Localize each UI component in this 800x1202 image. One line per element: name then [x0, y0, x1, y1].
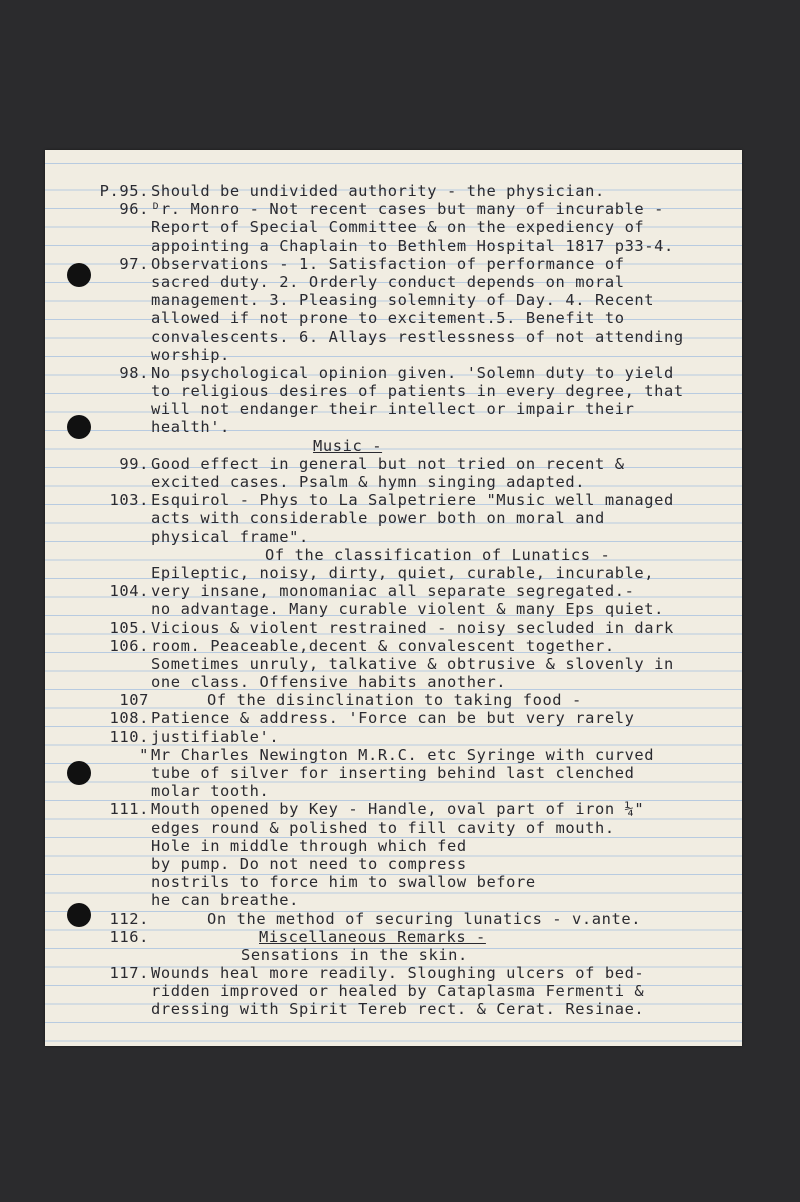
text-line [45, 400, 742, 418]
heading-line [45, 546, 742, 564]
line-text: Mr Charles Newington M.R.C. etc Syringe with curved [151, 745, 655, 764]
line-text: physical frame". [151, 527, 309, 546]
line-text: Epileptic, noisy, dirty, quiet, curable, incurable, [151, 563, 655, 582]
text-line [45, 619, 742, 637]
text-line [45, 873, 742, 891]
line-text: No psychological opinion given. 'Solemn duty to yield [151, 363, 674, 382]
line-text: Should be undivided authority - the physician. [151, 182, 605, 200]
line-text: no advantage. Many curable violent & many Eps quiet. [151, 600, 665, 619]
line-number: 99. [119, 454, 149, 473]
heading-miscellaneous: Miscellaneous Remarks - [259, 927, 486, 946]
line-text: dressing with Spirit Tereb rect. & Cerat. Resinae. [151, 1000, 645, 1019]
heading-line [45, 691, 742, 709]
text-line [45, 819, 742, 837]
line-text: sacred duty. 2. Orderly conduct depends on moral [151, 272, 625, 291]
line-number: 105. [109, 618, 149, 637]
text-line [45, 673, 742, 691]
line-number: 117. [109, 964, 149, 983]
line-number: 112. [109, 909, 149, 928]
line-text: acts with considerable power both on moral and [151, 509, 605, 528]
typed-page [45, 150, 742, 1046]
line-number: 98. [119, 363, 149, 382]
line-text: nostrils to force him to swallow before [151, 873, 536, 892]
heading-classification: Of the classification of Lunatics - [265, 545, 611, 564]
line-text: very insane, monomaniac all separate segregated.- [151, 582, 635, 601]
text-line [45, 273, 742, 291]
line-text: Mouth opened by Key - Handle, oval part of iron ¼" [151, 800, 645, 819]
line-text: Observations - 1. Satisfaction of performance of [151, 254, 625, 273]
text-line [45, 564, 742, 582]
line-text: he can breathe. [151, 891, 299, 910]
line-text: excited cases. Psalm & hymn singing adapted. [151, 473, 586, 491]
line-text: ridden improved or healed by Cataplasma Fermenti & [151, 982, 645, 1001]
line-text: by pump. Do not need to compress [151, 854, 467, 873]
line-number: 104. [109, 582, 149, 601]
line-text: one class. Offensive habits another. [151, 673, 507, 692]
line-text: convalescents. 6. Allays restlessness of not attending [151, 327, 684, 346]
text-line [45, 1000, 742, 1018]
line-text: Good effect in general but not tried on recent & [151, 454, 625, 473]
line-text: worship. [151, 345, 230, 364]
line-text: management. 3. Pleasing solemnity of Day. 4. Recent [151, 291, 655, 310]
heading-line [45, 437, 742, 455]
line-text: molar tooth. [151, 782, 270, 801]
heading-sensations: Sensations in the skin. [241, 945, 468, 964]
line-number: 103. [109, 491, 149, 510]
text-line [45, 582, 742, 600]
text-line [45, 837, 742, 855]
text-line [45, 491, 742, 509]
line-number: 106. [109, 636, 149, 655]
text-line [45, 218, 742, 236]
line-number: 111. [109, 800, 149, 819]
line-text: Esquirol - Phys to La Salpetriere "Music well managed [151, 491, 674, 510]
text-line [45, 346, 742, 364]
text-line [45, 200, 742, 218]
text-line [45, 709, 742, 727]
line-text: Report of Special Committee & on the expediency of [151, 218, 645, 237]
line-text: to religious desires of patients in every degree, that [151, 382, 684, 401]
heading-line [45, 928, 742, 946]
text-line [45, 528, 742, 546]
line-number: " [139, 745, 149, 764]
text-line [45, 982, 742, 1000]
line-number: 96. [119, 200, 149, 219]
line-text: tube of silver for inserting behind last clenched [151, 764, 635, 782]
heading-disinclination: Of the disinclination to taking food - [207, 691, 582, 710]
line-text: Vicious & violent restrained - noisy secluded in dark [151, 618, 674, 637]
text-line [45, 255, 742, 273]
line-text: edges round & polished to fill cavity of mouth. [151, 818, 615, 837]
heading-music: Music - [313, 436, 383, 455]
line-text: Hole in middle through which fed [151, 836, 467, 855]
text-line [45, 418, 742, 436]
line-text: ᴰr. Monro - Not recent cases but many of incurable - [151, 200, 665, 219]
text-line [45, 291, 742, 309]
line-number: 110. [109, 727, 149, 746]
line-text: room. Peaceable,decent & convalescent together. [151, 636, 615, 655]
text-line [45, 364, 742, 382]
line-number: 108. [109, 709, 149, 728]
line-number: 116. [109, 927, 149, 946]
line-text: justifiable'. [151, 727, 280, 746]
text-line [45, 309, 742, 327]
text-line [45, 800, 742, 818]
text-line [45, 473, 742, 491]
text-line [45, 746, 742, 764]
heading-line [45, 946, 742, 964]
text-line [45, 455, 742, 473]
line-text: health'. [151, 418, 230, 437]
line-text: appointing a Chaplain to Bethlem Hospital 1817 p33-4. [151, 236, 674, 255]
text-line [45, 910, 742, 928]
line-text: Patience & address. 'Force can be but very rarely [151, 709, 635, 728]
text-line [45, 237, 742, 255]
text-line [45, 637, 742, 655]
text-line [45, 891, 742, 909]
text-line [45, 509, 742, 527]
text-line [45, 728, 742, 746]
line-text: allowed if not prone to excitement.5. Benefit to [151, 309, 625, 328]
text-line [45, 328, 742, 346]
text-line [45, 855, 742, 873]
line-text: will not endanger their intellect or impair their [151, 400, 635, 419]
text-line [45, 600, 742, 618]
line-text: Sometimes unruly, talkative & obtrusive & slovenly in [151, 654, 674, 673]
text-line [45, 964, 742, 982]
text-line [45, 382, 742, 400]
line-number: P.95. [99, 182, 149, 200]
text-line [45, 764, 742, 782]
line-number: 97. [119, 254, 149, 273]
typed-text [45, 182, 742, 1019]
text-line [45, 782, 742, 800]
line-text: Wounds heal more readily. Sloughing ulcers of bed- [151, 964, 645, 983]
text-line [45, 182, 742, 200]
text-line [45, 655, 742, 673]
line-number: 107 [119, 691, 149, 710]
line-text: On the method of securing lunatics - v.ante. [207, 909, 642, 928]
